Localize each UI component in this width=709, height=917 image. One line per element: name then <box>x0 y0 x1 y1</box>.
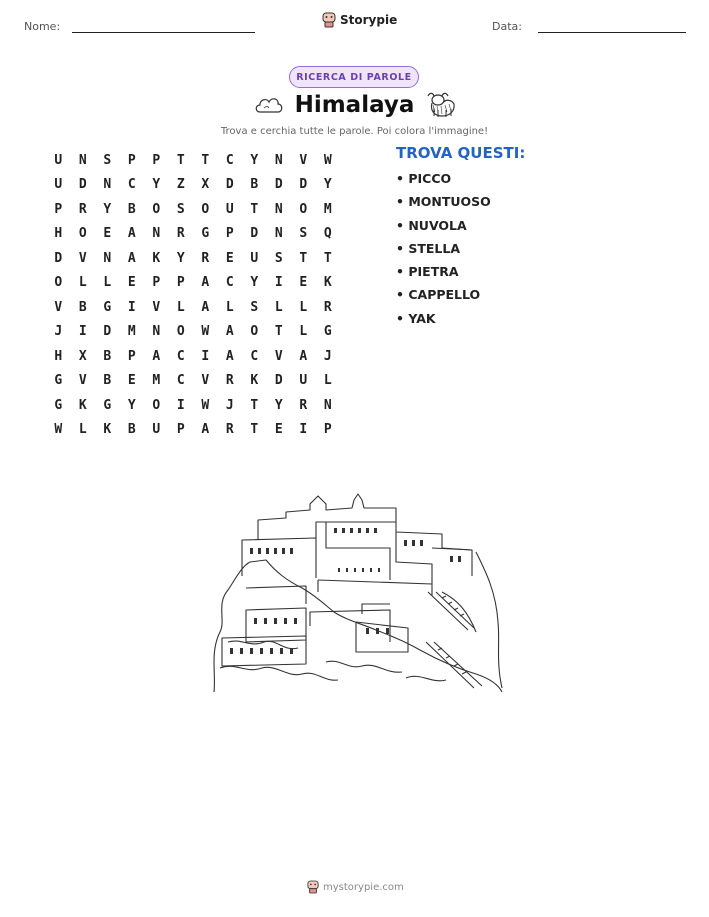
grid-letter[interactable]: O <box>250 324 259 340</box>
word-list-title: TROVA QUESTI: <box>396 144 526 162</box>
grid-letter[interactable]: A <box>299 348 308 364</box>
instructions: Trova e cerchia tutte le parole. Poi colora l'immagine! <box>220 126 489 137</box>
grid-row <box>46 173 340 198</box>
grid-row <box>46 369 340 394</box>
word-list-item: • MONTUOSO <box>396 194 491 217</box>
grid-letter[interactable]: E <box>103 226 112 242</box>
footer-url: mystorypie.com <box>323 881 404 893</box>
grid-letter[interactable]: G <box>54 397 63 413</box>
grid-letter[interactable]: J <box>225 397 234 413</box>
grid-letter[interactable]: B <box>103 348 112 364</box>
grid-letter[interactable]: D <box>274 177 283 193</box>
grid-letter[interactable]: N <box>78 152 87 168</box>
word-list-item: • YAK <box>396 311 491 334</box>
brand-logo <box>322 12 397 28</box>
grid-row <box>46 271 340 296</box>
grid-letter[interactable]: X <box>201 177 210 193</box>
grid-letter[interactable]: C <box>127 177 136 193</box>
grid-letter[interactable]: D <box>274 373 283 389</box>
grid-letter[interactable]: N <box>323 397 332 413</box>
grid-letter[interactable]: L <box>323 373 332 389</box>
grid-letter[interactable]: U <box>54 152 63 168</box>
grid-letter[interactable]: B <box>127 201 136 217</box>
grid-letter[interactable]: N <box>103 177 112 193</box>
grid-letter[interactable]: M <box>152 373 161 389</box>
grid-letter[interactable]: M <box>323 201 332 217</box>
grid-letter[interactable]: A <box>201 299 210 315</box>
grid-letter[interactable]: Z <box>176 177 185 193</box>
grid-letter[interactable]: W <box>201 397 210 413</box>
grid-letter[interactable]: S <box>250 299 259 315</box>
grid-letter[interactable]: P <box>225 226 234 242</box>
grid-letter[interactable]: L <box>299 299 308 315</box>
grid-letter[interactable]: G <box>323 324 332 340</box>
grid-letter[interactable]: W <box>54 422 63 438</box>
grid-letter[interactable]: Y <box>250 152 259 168</box>
grid-letter[interactable]: V <box>78 250 87 266</box>
grid-letter[interactable]: C <box>250 348 259 364</box>
grid-row <box>46 197 340 222</box>
grid-letter[interactable]: C <box>176 348 185 364</box>
grid-letter[interactable]: Q <box>323 226 332 242</box>
yak-icon <box>424 90 458 120</box>
cloud-icon <box>254 94 284 118</box>
grid-letter[interactable]: V <box>78 373 87 389</box>
monastery-illustration <box>206 492 506 700</box>
grid-letter[interactable]: P <box>54 201 63 217</box>
footer <box>307 880 404 894</box>
grid-letter[interactable]: T <box>250 201 259 217</box>
grid-letter[interactable]: T <box>176 152 185 168</box>
grid-letter[interactable]: A <box>201 275 210 291</box>
grid-letter[interactable]: Y <box>127 397 136 413</box>
grid-letter[interactable]: T <box>299 250 308 266</box>
grid-letter[interactable]: C <box>176 373 185 389</box>
grid-letter[interactable]: L <box>274 299 283 315</box>
grid-letter[interactable]: G <box>103 299 112 315</box>
grid-letter[interactable]: E <box>299 275 308 291</box>
grid-letter[interactable]: P <box>127 152 136 168</box>
grid-letter[interactable]: G <box>103 397 112 413</box>
grid-letter[interactable]: M <box>127 324 136 340</box>
grid-letter[interactable]: N <box>274 201 283 217</box>
grid-letter[interactable]: G <box>54 373 63 389</box>
grid-letter[interactable]: N <box>103 250 112 266</box>
date-label: Data: <box>492 20 522 33</box>
grid-letter[interactable]: U <box>250 250 259 266</box>
grid-letter[interactable]: C <box>225 152 234 168</box>
word-search-grid[interactable] <box>46 148 340 442</box>
grid-letter[interactable]: A <box>201 422 210 438</box>
grid-letter[interactable]: H <box>54 348 63 364</box>
grid-letter[interactable]: V <box>54 299 63 315</box>
grid-letter[interactable]: N <box>274 152 283 168</box>
grid-letter[interactable]: A <box>127 226 136 242</box>
grid-letter[interactable]: P <box>176 275 185 291</box>
grid-letter[interactable]: L <box>299 324 308 340</box>
grid-row <box>46 393 340 418</box>
grid-letter[interactable]: S <box>103 152 112 168</box>
grid-letter[interactable]: D <box>78 177 87 193</box>
grid-letter[interactable]: R <box>176 226 185 242</box>
grid-letter[interactable]: A <box>127 250 136 266</box>
grid-letter[interactable]: D <box>250 226 259 242</box>
grid-letter[interactable]: U <box>299 373 308 389</box>
grid-letter[interactable]: O <box>152 397 161 413</box>
word-list-item: • STELLA <box>396 241 491 264</box>
grid-letter[interactable]: Y <box>176 250 185 266</box>
grid-letter[interactable]: I <box>127 299 136 315</box>
grid-letter[interactable]: P <box>127 348 136 364</box>
grid-row <box>46 344 340 369</box>
grid-letter[interactable]: R <box>78 201 87 217</box>
grid-letter[interactable]: A <box>225 324 234 340</box>
grid-letter[interactable]: O <box>152 201 161 217</box>
grid-letter[interactable]: B <box>78 299 87 315</box>
grid-letter[interactable]: C <box>225 275 234 291</box>
grid-letter[interactable]: B <box>127 422 136 438</box>
grid-row <box>46 320 340 345</box>
grid-letter[interactable]: B <box>250 177 259 193</box>
grid-letter[interactable]: P <box>176 422 185 438</box>
word-list <box>396 171 491 334</box>
grid-letter[interactable]: R <box>225 373 234 389</box>
grid-letter[interactable]: W <box>201 324 210 340</box>
grid-letter[interactable]: I <box>201 348 210 364</box>
grid-letter[interactable]: U <box>225 201 234 217</box>
word-list-item: • CAPPELLO <box>396 287 491 310</box>
grid-letter[interactable]: Y <box>250 275 259 291</box>
grid-row <box>46 246 340 271</box>
grid-letter[interactable]: K <box>250 373 259 389</box>
name-label: Nome: <box>24 20 61 33</box>
grid-letter[interactable]: O <box>78 226 87 242</box>
grid-letter[interactable]: P <box>323 422 332 438</box>
date-line[interactable] <box>538 32 686 33</box>
grid-letter[interactable]: A <box>225 348 234 364</box>
grid-letter[interactable]: D <box>54 250 63 266</box>
grid-letter[interactable]: O <box>299 201 308 217</box>
grid-letter[interactable]: W <box>323 152 332 168</box>
grid-letter[interactable]: A <box>152 348 161 364</box>
grid-letter[interactable]: R <box>299 397 308 413</box>
grid-letter[interactable]: O <box>176 324 185 340</box>
grid-row <box>46 222 340 247</box>
grid-letter[interactable]: V <box>201 373 210 389</box>
grid-letter[interactable]: E <box>127 373 136 389</box>
grid-letter[interactable]: U <box>54 177 63 193</box>
grid-row <box>46 295 340 320</box>
grid-letter[interactable]: K <box>103 422 112 438</box>
grid-letter[interactable]: S <box>299 226 308 242</box>
grid-letter[interactable]: T <box>201 152 210 168</box>
grid-letter[interactable]: G <box>201 226 210 242</box>
grid-letter[interactable]: I <box>299 422 308 438</box>
grid-letter[interactable]: S <box>176 201 185 217</box>
grid-letter[interactable]: I <box>78 324 87 340</box>
word-list-item: • PIETRA <box>396 264 491 287</box>
grid-letter[interactable]: B <box>103 373 112 389</box>
grid-letter[interactable]: S <box>274 250 283 266</box>
grid-letter[interactable]: L <box>103 275 112 291</box>
grid-letter[interactable]: V <box>274 348 283 364</box>
grid-letter[interactable]: I <box>176 397 185 413</box>
grid-letter[interactable]: E <box>225 250 234 266</box>
grid-letter[interactable]: K <box>78 397 87 413</box>
grid-letter[interactable]: J <box>323 348 332 364</box>
grid-letter[interactable]: K <box>152 250 161 266</box>
grid-letter[interactable]: L <box>176 299 185 315</box>
brand-name: Storypie <box>340 13 398 27</box>
grid-letter[interactable]: H <box>54 226 63 242</box>
grid-letter[interactable]: D <box>299 177 308 193</box>
name-line[interactable] <box>72 32 255 33</box>
grid-letter[interactable]: E <box>127 275 136 291</box>
grid-letter[interactable]: O <box>54 275 63 291</box>
grid-letter[interactable]: J <box>54 324 63 340</box>
page-title: Himalaya <box>294 92 415 118</box>
grid-letter[interactable]: P <box>152 152 161 168</box>
storypie-mascot-icon <box>307 880 319 894</box>
grid-letter[interactable]: L <box>78 422 87 438</box>
grid-letter[interactable]: V <box>299 152 308 168</box>
grid-letter[interactable]: Y <box>152 177 161 193</box>
grid-letter[interactable]: X <box>78 348 87 364</box>
grid-letter[interactable]: D <box>225 177 234 193</box>
grid-letter[interactable]: T <box>274 324 283 340</box>
grid-letter[interactable]: P <box>152 275 161 291</box>
grid-letter[interactable]: L <box>78 275 87 291</box>
grid-row <box>46 418 340 443</box>
grid-letter[interactable]: D <box>103 324 112 340</box>
grid-letter[interactable]: Y <box>323 177 332 193</box>
grid-letter[interactable]: K <box>323 275 332 291</box>
grid-letter[interactable]: T <box>250 397 259 413</box>
grid-letter[interactable]: R <box>225 422 234 438</box>
grid-letter[interactable]: R <box>201 250 210 266</box>
grid-letter[interactable]: V <box>152 299 161 315</box>
storypie-mascot-icon <box>322 12 336 28</box>
grid-row <box>46 148 340 173</box>
grid-letter[interactable]: N <box>274 226 283 242</box>
grid-letter[interactable]: N <box>152 226 161 242</box>
grid-letter[interactable]: T <box>250 422 259 438</box>
grid-letter[interactable]: I <box>274 275 283 291</box>
grid-letter[interactable]: Y <box>274 397 283 413</box>
word-list-item: • PICCO <box>396 171 491 194</box>
word-list-item: • NUVOLA <box>396 218 491 241</box>
activity-badge: RICERCA DI PAROLE <box>289 66 419 88</box>
grid-letter[interactable]: L <box>225 299 234 315</box>
grid-letter[interactable]: O <box>201 201 210 217</box>
grid-letter[interactable]: U <box>152 422 161 438</box>
grid-letter[interactable]: Y <box>103 201 112 217</box>
grid-letter[interactable]: T <box>323 250 332 266</box>
grid-letter[interactable]: E <box>274 422 283 438</box>
grid-letter[interactable]: N <box>152 324 161 340</box>
grid-letter[interactable]: R <box>323 299 332 315</box>
